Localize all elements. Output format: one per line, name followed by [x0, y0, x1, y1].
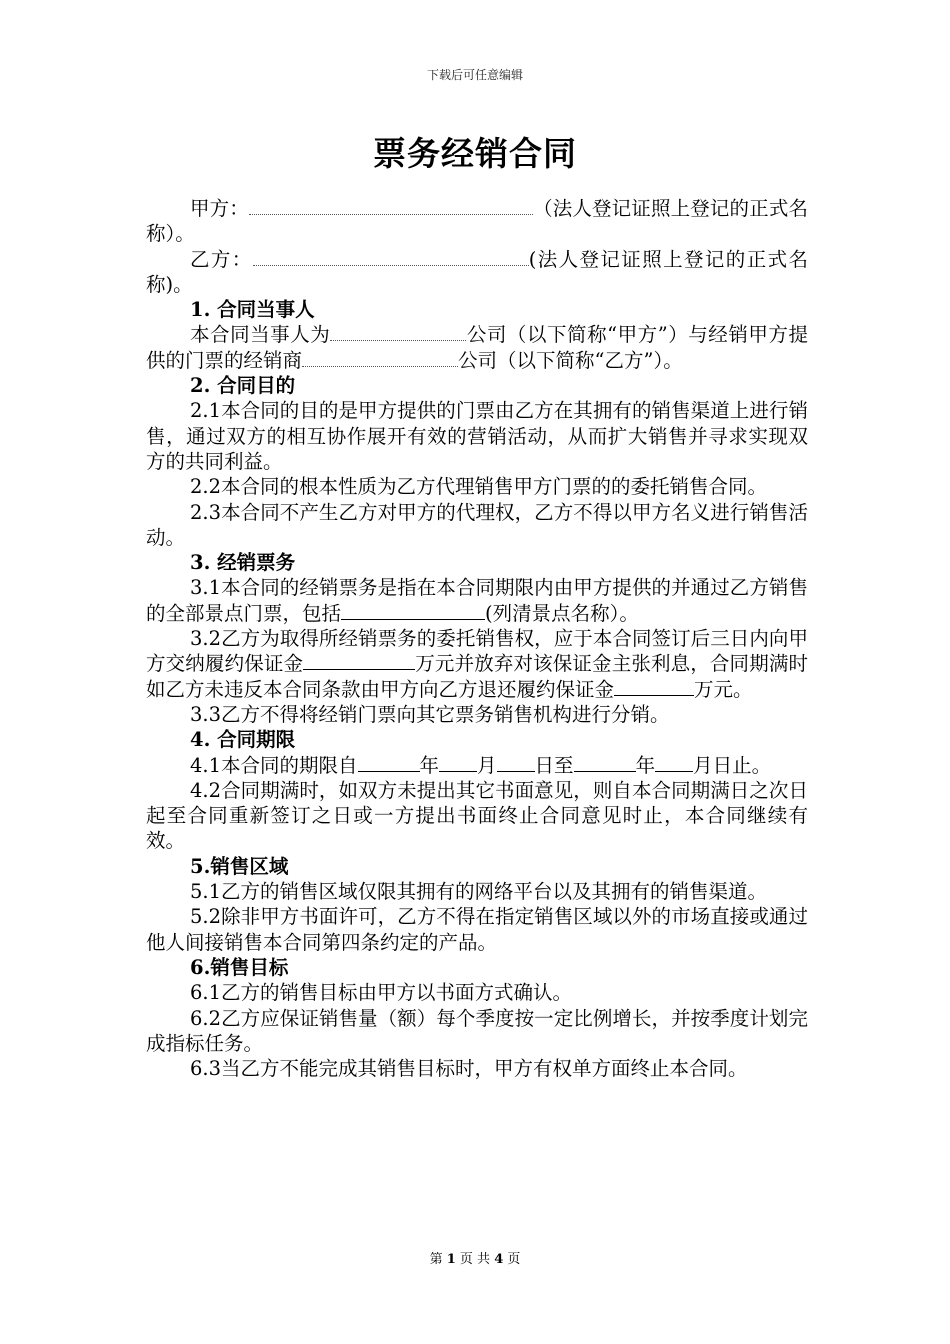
section-4-heading: 4. 合同期限: [190, 728, 296, 752]
contract-body: [146, 196, 808, 1081]
party-b-label: 乙方：: [190, 247, 253, 271]
footer-middle: 页 共: [459, 1252, 491, 1267]
section-5-heading: 5.销售区域: [190, 854, 289, 878]
s1-blank-a: [330, 322, 466, 341]
section-5-1: 5.1乙方的销售区域仅限其拥有的网络平台以及其拥有的销售渠道。: [190, 880, 768, 904]
s4-1-blank-month2: [655, 753, 693, 772]
section-3-2: [146, 626, 808, 702]
s1-text-b: 公司（以下简称“甲方”）与经销甲方提供的门票的经销商: [146, 323, 808, 372]
party-a-note: （法人登记证照上登记的正式名称）。: [146, 197, 808, 246]
section-2-2: 2.2本合同的根本性质为乙方代理销售甲方门票的的委托销售合同。: [190, 475, 768, 499]
section-2-1: 2.1本合同的目的是甲方提供的门票由乙方在其拥有的销售渠道上进行销售，通过双方的相互协作展开有效的营销活动，从而扩大销售并寻求实现双方的共同利益。: [146, 399, 808, 473]
section-2-3: 2.3本合同不产生乙方对甲方的代理权，乙方不得以甲方名义进行销售活动。: [146, 500, 808, 549]
s3-1-text-b: (列清景点名称）。: [485, 601, 639, 625]
section-2-heading: 2. 合同目的: [190, 374, 296, 398]
s4-1-blank-month1: [439, 753, 477, 772]
section-6-1: 6.1乙方的销售目标由甲方以书面方式确认。: [190, 981, 573, 1005]
s4-1-end: 日止。: [712, 753, 772, 777]
footer-page-number: 1: [446, 1252, 456, 1267]
s4-1-blank-year2: [574, 753, 636, 772]
s1-blank-b: [302, 348, 458, 367]
party-b-line: [146, 247, 808, 298]
header-note: 下载后可任意编辑: [426, 68, 523, 82]
party-b-blank: [253, 247, 529, 266]
section-1-para: [146, 322, 808, 373]
footer-suffix: 页: [507, 1252, 521, 1267]
s4-1-month2: 月: [693, 753, 713, 777]
s4-1-blank-day: [497, 753, 535, 772]
s4-1-day: 日至: [534, 753, 574, 777]
party-a-label: 甲方：: [190, 197, 249, 220]
section-5-2: 5.2除非甲方书面许可，乙方不得在指定销售区域以外的市场直接或通过他人间接销售本合同第四条约定的产品。: [146, 905, 808, 954]
footer-total-pages: 4: [494, 1252, 504, 1267]
section-6-2: 6.2乙方应保证销售量（额）每个季度按一定比例增长，并按季度计划完成指标任务。: [146, 1006, 808, 1055]
s3-1-text-a: 3.1本合同的经销票务是指在本合同期限内由甲方提供的并通过乙方销售的全部景点门票，包括: [146, 576, 808, 625]
section-6-heading: 6.销售目标: [190, 955, 289, 979]
s1-text-c: 公司（以下简称“乙方”）。: [458, 348, 683, 372]
s3-2-blank-a: [303, 651, 415, 670]
s4-1-year1: 年: [419, 753, 440, 777]
page-footer: [0, 1248, 950, 1267]
s4-1-text-a: 4.1本合同的期限自: [190, 753, 358, 777]
section-1-heading: 1. 合同当事人: [190, 298, 315, 322]
section-3-3: 3.3乙方不得将经销门票向其它票务销售机构进行分销。: [190, 702, 670, 726]
party-b-note: (法人登记证照上登记的正式名称)。: [146, 247, 808, 296]
party-a-blank: [249, 196, 533, 215]
section-6-3: 6.3当乙方不能完成其销售目标时，甲方有权单方面终止本合同。: [190, 1057, 748, 1081]
footer-prefix: 第: [429, 1252, 443, 1267]
section-4-2: 4.2合同期满时，如双方未提出其它书面意见，则自本合同期满日之次日起至合同重新签订之日或一方提出书面终止合同意见时止，本合同继续有效。: [146, 778, 808, 853]
section-4-1: [146, 753, 808, 778]
section-3-1: [146, 575, 808, 626]
s3-2-text-c: 万元。: [694, 677, 753, 701]
section-3-heading: 3. 经销票务: [190, 551, 296, 575]
s3-2-text-b: 万元并放弃对该保证金主张利息，合同期满时如乙方未违反本合同条款由甲方向乙方退还履约保证金: [146, 652, 808, 701]
s4-1-year2: 年: [635, 753, 656, 777]
document-title: 票务经销合同: [373, 134, 577, 173]
s4-1-blank-year1: [358, 753, 420, 772]
s1-text-a: 本合同当事人为: [190, 323, 331, 347]
s3-2-blank-b: [614, 677, 694, 696]
party-a-line: [146, 196, 808, 247]
s3-1-blank: [341, 601, 485, 620]
s4-1-month1: 月: [477, 753, 497, 777]
s3-2-text-a: 3.2乙方为取得所经销票务的委托销售权，应于本合同签订后三日内向甲方交纳履约保证金: [146, 627, 808, 676]
